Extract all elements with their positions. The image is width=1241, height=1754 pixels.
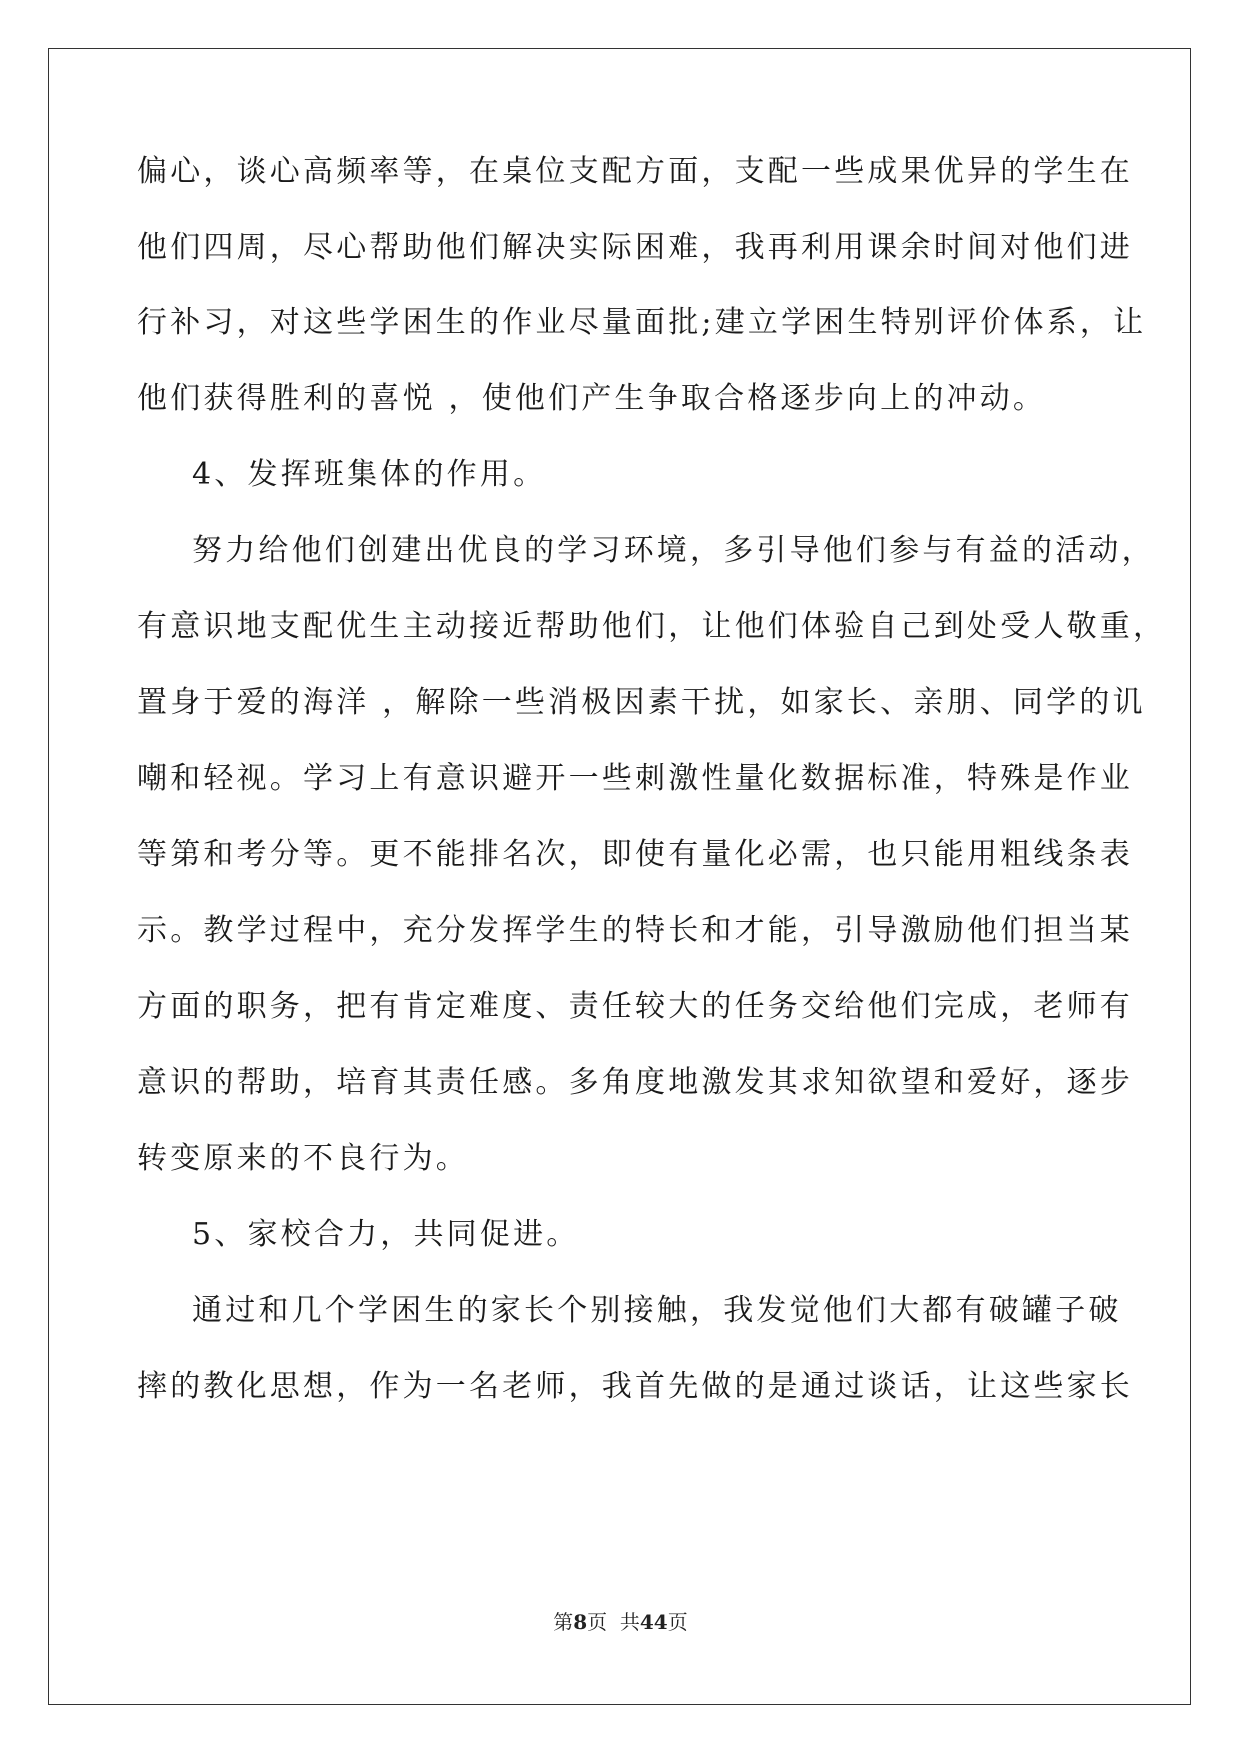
- page-number: 8: [573, 1610, 588, 1634]
- text-line: 他们获得胜利的喜悦 ，使他们产生争取合格逐步向上的冲动。: [137, 381, 1047, 416]
- text-line: 方面的职务，把有肯定难度、责任较大的任务交给他们完成，老师有: [137, 989, 1133, 1024]
- text-line: 摔的教化思想，作为一名老师，我首先做的是通过谈话，让这些家长: [137, 1369, 1133, 1404]
- section-heading: 5、家校合力，共同促进。: [192, 1217, 580, 1252]
- page-footer: [0, 1606, 1241, 1635]
- footer-suffix: 页: [667, 1610, 688, 1634]
- text-line: 意识的帮助，培育其责任感。多角度地激发其求知欲望和爱好，逐步: [137, 1065, 1133, 1100]
- text-line: 嘲和轻视。学习上有意识避开一些刺激性量化数据标准，特殊是作业: [137, 761, 1133, 796]
- text-line: 转变原来的不良行为。: [137, 1141, 469, 1176]
- footer-mid: 页 共: [587, 1610, 640, 1634]
- text-line: 通过和几个学困生的家长个别接触，我发觉他们大都有破罐子破: [192, 1293, 1122, 1328]
- text-line: 行补习，对这些学困生的作业尽量面批;建立学困生特别评价体系，让: [137, 305, 1147, 340]
- page-border: [48, 48, 1191, 1705]
- text-line: 有意识地支配优生主动接近帮助他们，让他们体验自己到处受人敬重，: [137, 609, 1167, 644]
- text-line: 等第和考分等。更不能排名次，即使有量化必需，也只能用粗线条表: [137, 837, 1133, 872]
- text-line: 努力给他们创建出优良的学习环境，多引导他们参与有益的活动，: [192, 533, 1155, 568]
- text-line: 偏心，谈心高频率等，在桌位支配方面，支配一些成果优异的学生在: [137, 154, 1133, 189]
- text-line: 置身于爱的海洋 ，解除一些消极因素干扰，如家长、亲朋、同学的讥: [137, 685, 1146, 720]
- text-line: 示。教学过程中，充分发挥学生的特长和才能，引导激励他们担当某: [137, 913, 1133, 948]
- footer-prefix: 第: [553, 1610, 574, 1634]
- total-pages: 44: [639, 1610, 668, 1634]
- section-heading: 4、发挥班集体的作用。: [192, 457, 547, 492]
- text-line: 他们四周，尽心帮助他们解决实际困难，我再利用课余时间对他们进: [137, 230, 1133, 265]
